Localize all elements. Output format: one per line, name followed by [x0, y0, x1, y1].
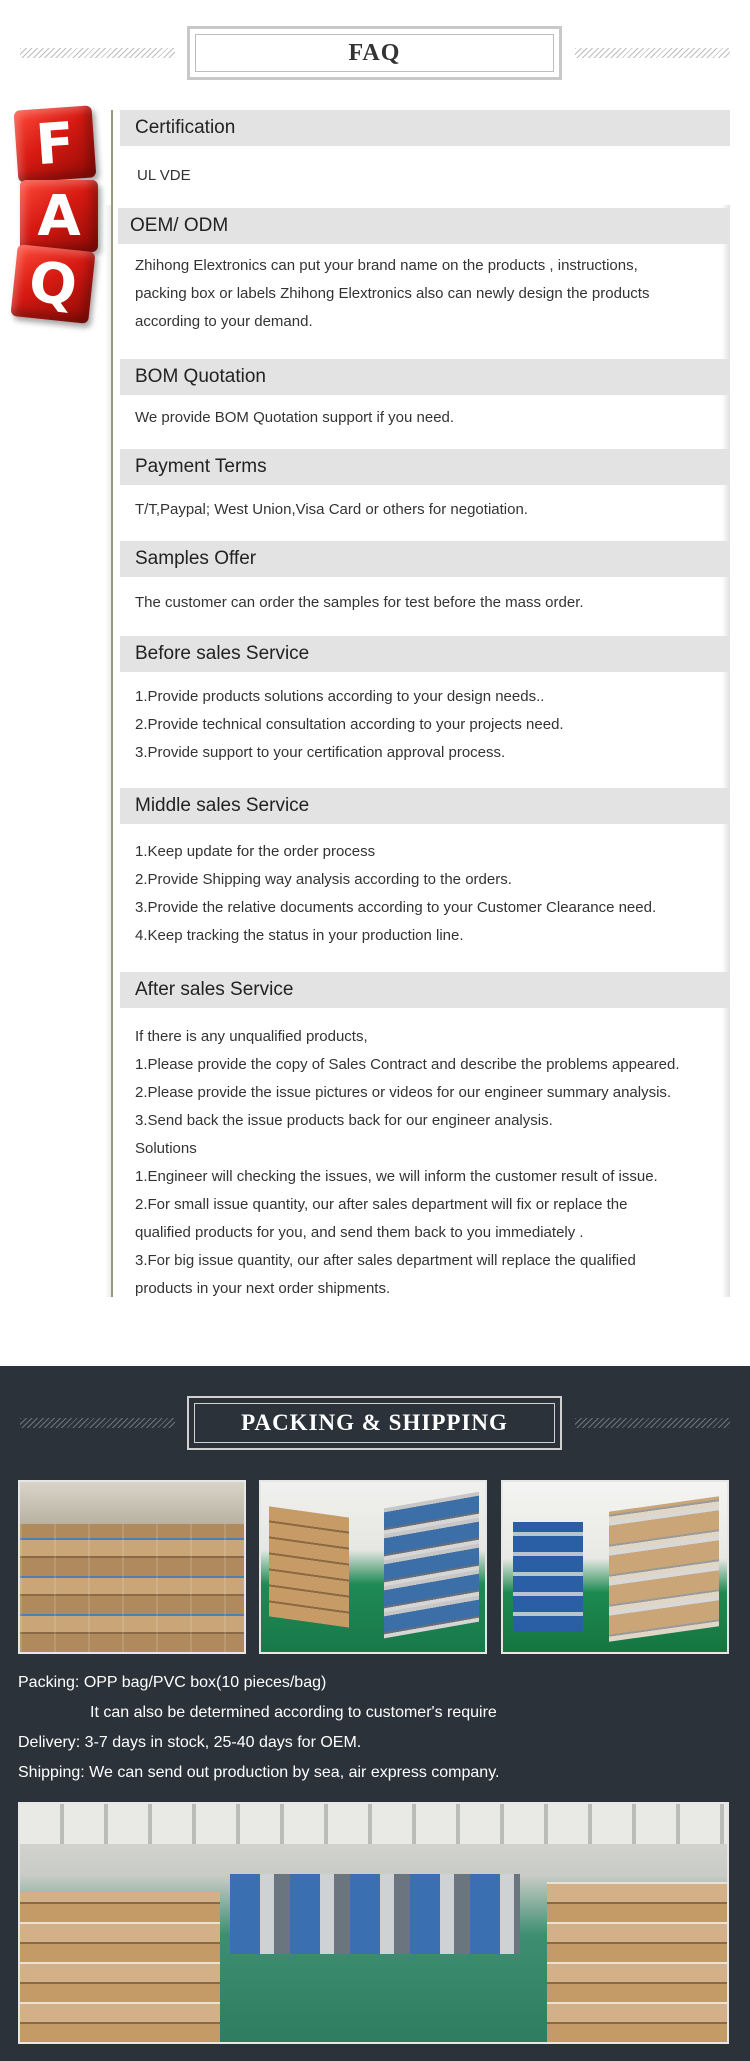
faq-title-box — [187, 26, 562, 80]
text-line: 1.Keep update for the order process — [135, 843, 376, 860]
section-heading-payment-terms: Payment Terms — [120, 449, 730, 485]
cube-letter-a: A — [20, 180, 98, 252]
text-line: If there is any unqualified products, — [135, 1028, 368, 1045]
section-heading-oem-odm: OEM/ ODM — [118, 208, 728, 244]
hatch-decoration-right — [575, 1418, 730, 1428]
section-text-payment-terms — [135, 496, 725, 524]
text-line: 2.Please provide the issue pictures or videos for our engineer summary analysis. — [135, 1084, 672, 1101]
text-line: 2.Provide Shipping way analysis according to the orders. — [135, 871, 512, 888]
text-line: according to your demand. — [135, 313, 313, 330]
text-line: T/T,Paypal; West Union,Visa Card or others for negotiation. — [135, 501, 528, 518]
text-line: 3.For big issue quantity, our after sales department will replace the qualified — [135, 1252, 636, 1269]
text-line: Solutions — [135, 1140, 197, 1157]
section-heading-after-sales: After sales Service — [120, 972, 730, 1008]
delivery-line: Delivery: 3-7 days in stock, 25-40 days for OEM. — [18, 1734, 362, 1751]
faq-panel-shadow — [105, 205, 111, 1297]
text-line: 1.Provide products solutions according to your design needs.. — [135, 688, 545, 705]
text-line: 1.Engineer will checking the issues, we will inform the customer result of issue. — [135, 1168, 658, 1185]
section-text-before-sales — [135, 683, 725, 767]
section-text-certification — [137, 162, 727, 190]
warehouse-photo-shelves — [501, 1480, 729, 1654]
factory-ceiling — [20, 1804, 727, 1844]
faq-title: FAQ — [195, 34, 554, 72]
text-line: 3.Send back the issue products back for our engineer analysis. — [135, 1112, 553, 1129]
text-line: qualified products for you, and send them back to you immediately . — [135, 1224, 584, 1241]
warehouse-photo-aisle — [259, 1480, 487, 1654]
faq-panel-divider — [111, 110, 113, 1297]
packing-note-line: It can also be determined according to customer's require — [90, 1704, 497, 1721]
text-line: 1.Please provide the copy of Sales Contract and describe the problems appeared. — [135, 1056, 680, 1073]
text-line: Zhihong Elextronics can put your brand name on the products , instructions, — [135, 257, 638, 274]
section-text-samples-offer — [135, 589, 725, 617]
section-heading-bom-quotation: BOM Quotation — [120, 359, 730, 395]
cube-letter-q: Q — [10, 244, 95, 324]
factory-pallets-right — [547, 1882, 727, 2042]
section-heading-certification: Certification — [120, 110, 730, 146]
section-heading-middle-sales: Middle sales Service — [120, 788, 730, 824]
section-text-after-sales — [135, 1023, 725, 1303]
text-line: 3.Provide the relative documents according to your Customer Clearance need. — [135, 899, 657, 916]
section-heading-before-sales: Before sales Service — [120, 636, 730, 672]
hatch-decoration-right — [575, 48, 730, 58]
hatch-decoration-left — [20, 48, 175, 58]
faq-cubes-logo — [10, 108, 110, 323]
cube-letter-f: F — [14, 105, 97, 182]
section-heading-samples-offer: Samples Offer — [120, 541, 730, 577]
section-text-middle-sales — [135, 838, 725, 950]
text-line: packing box or labels Zhihong Elextronics also can newly design the products — [135, 285, 650, 302]
text-line: 4.Keep tracking the status in your production line. — [135, 927, 464, 944]
hatch-decoration-left — [20, 1418, 175, 1428]
text-line: 2.For small issue quantity, our after sales department will fix or replace the — [135, 1196, 628, 1213]
text-line: 2.Provide technical consultation according to your projects need. — [135, 716, 564, 733]
packing-title-box — [187, 1396, 562, 1450]
section-text-oem-odm — [135, 252, 725, 336]
text-line: We provide BOM Quotation support if you need. — [135, 409, 455, 426]
faq-header — [0, 0, 750, 100]
text-line: 3.Provide support to your certification approval process. — [135, 744, 506, 761]
packing-line: Packing: OPP bag/PVC box(10 pieces/bag) — [18, 1674, 327, 1691]
factory-pallets-left — [20, 1892, 220, 2042]
shipping-line: Shipping: We can send out production by sea, air express company. — [18, 1764, 500, 1781]
section-text-bom-quotation — [135, 404, 725, 432]
warehouse-photo-boxes — [18, 1480, 246, 1654]
factory-floor-photo — [18, 1802, 729, 2044]
text-line: UL VDE — [137, 167, 191, 184]
factory-machines — [230, 1874, 520, 1954]
text-line: The customer can order the samples for test before the mass order. — [135, 594, 584, 611]
text-line: products in your next order shipments. — [135, 1280, 391, 1297]
packing-title: PACKING & SHIPPING — [194, 1403, 555, 1443]
packing-shipping-section — [0, 1366, 750, 2061]
